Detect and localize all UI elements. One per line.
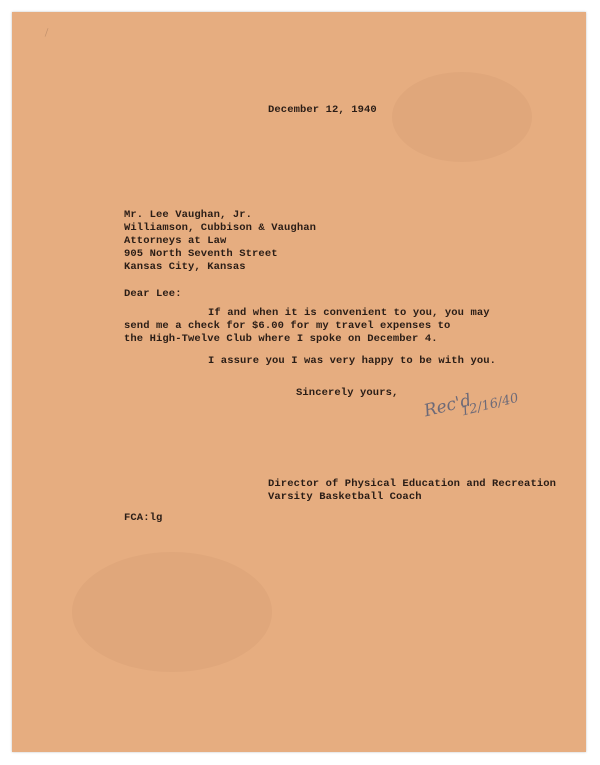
letter-date: December 12, 1940 xyxy=(268,104,377,116)
body-line: send me a check for $6.00 for my travel expenses to xyxy=(124,320,451,332)
closing: Sincerely yours, xyxy=(296,387,399,399)
address-line: Mr. Lee Vaughan, Jr. xyxy=(124,209,253,221)
body-line: If and when it is convenient to you, you may xyxy=(208,307,490,319)
signature-title: Varsity Basketball Coach xyxy=(268,491,422,503)
body-line: the High-Twelve Club where I spoke on December 4. xyxy=(124,333,438,345)
address-line: Kansas City, Kansas xyxy=(124,261,246,273)
reference-initials: FCA:lg xyxy=(124,512,163,524)
address-line: Williamson, Cubbison & Vaughan xyxy=(124,222,317,234)
paper-stain xyxy=(72,552,272,672)
signature-title: Director of Physical Education and Recreation xyxy=(268,478,557,490)
handwritten-received-label: Rec'd xyxy=(422,390,474,422)
body-paragraph-2: I assure you I was very happy to be with you. xyxy=(208,355,497,367)
letter-page xyxy=(12,12,586,752)
faint-pencil-mark: ⁄ xyxy=(44,27,49,40)
address-line: Attorneys at Law xyxy=(124,235,227,247)
paper-stain xyxy=(392,72,532,162)
address-line: 905 North Seventh Street xyxy=(124,248,278,260)
salutation: Dear Lee: xyxy=(124,288,182,300)
handwritten-received-date: 12/16/40 xyxy=(459,390,521,420)
